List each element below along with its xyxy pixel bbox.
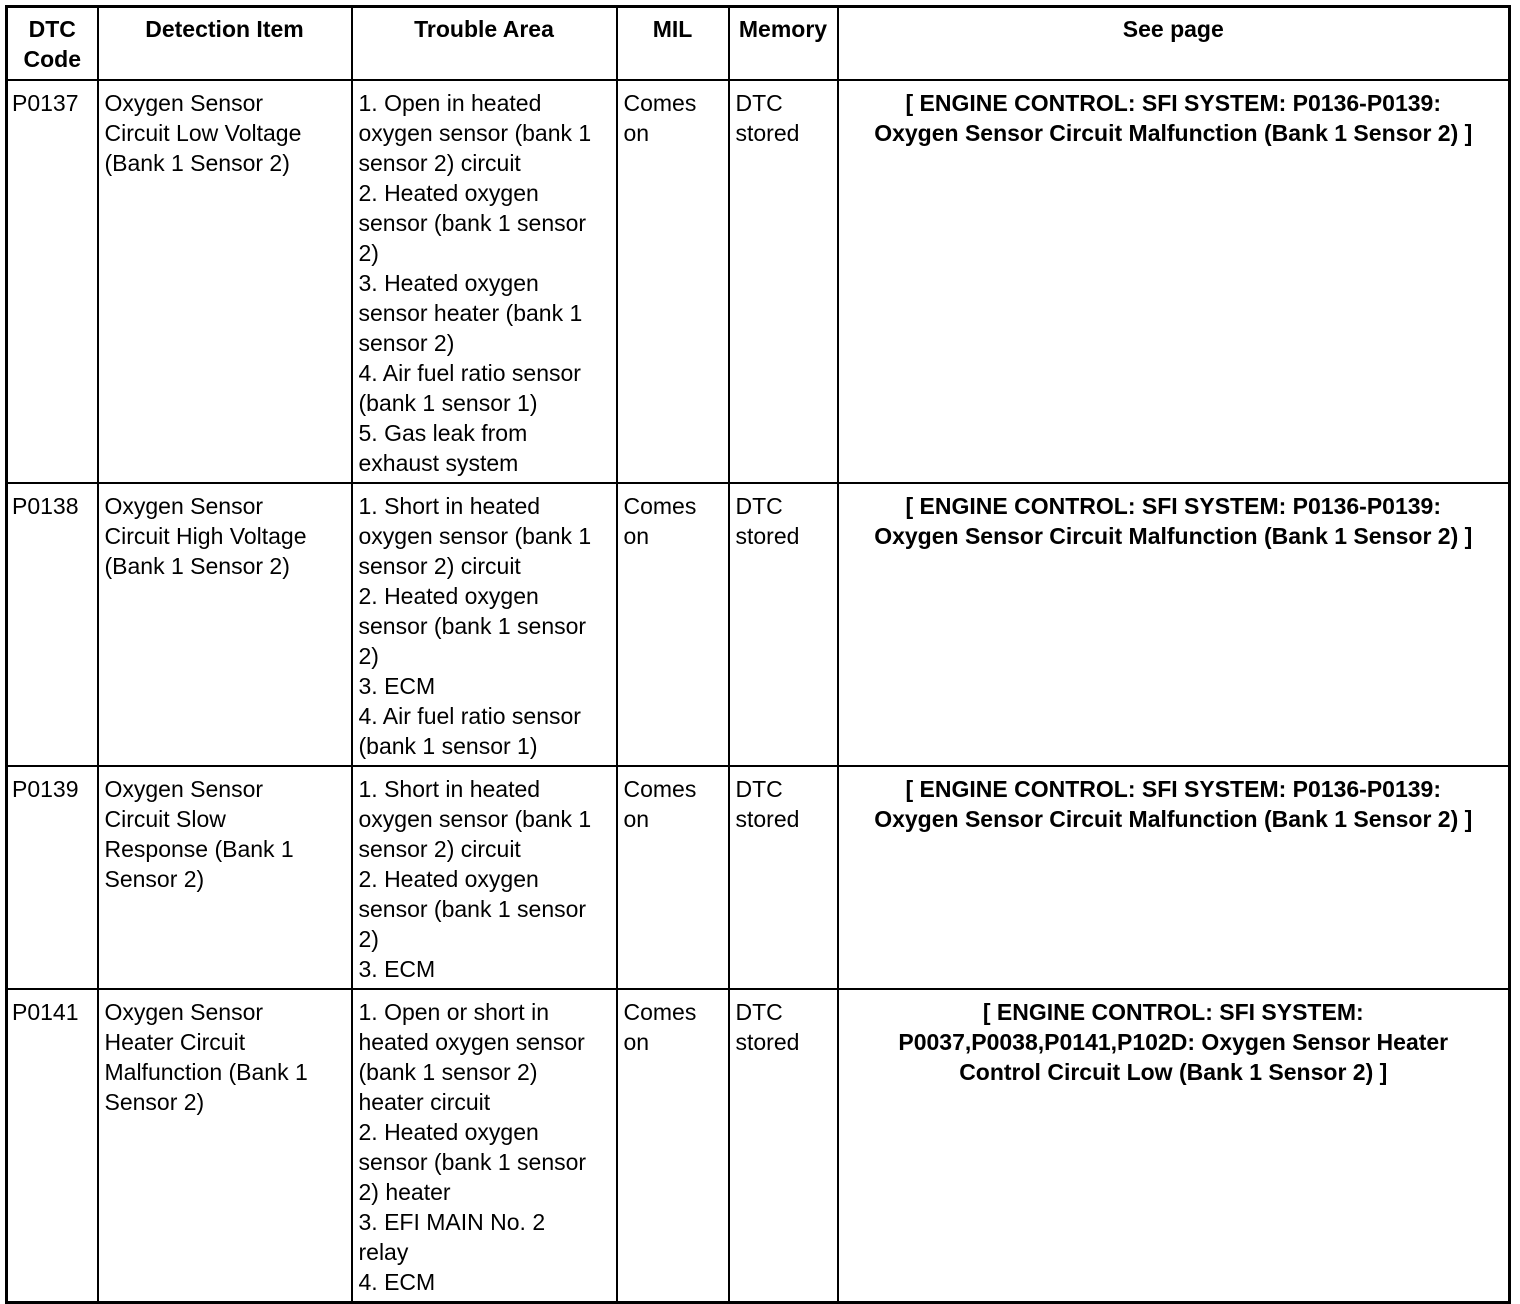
text-line: DTC — [735, 776, 783, 802]
detection-item-cell — [98, 766, 352, 989]
detection-item-cell — [98, 483, 352, 766]
text-line: oxygen sensor (bank 1 — [358, 120, 592, 146]
see-page-link[interactable] — [838, 989, 1510, 1303]
text-line: 2) heater — [358, 1179, 451, 1205]
text-line: 1. Short in heated — [358, 493, 541, 519]
table-row — [7, 766, 1510, 989]
text-line: (bank 1 sensor 1) — [358, 733, 538, 759]
see-page-link[interactable] — [838, 483, 1510, 766]
header-see-page: See page — [838, 7, 1510, 81]
table-row — [7, 483, 1510, 766]
text-line: 2. Heated oxygen — [358, 1119, 539, 1145]
memory-cell — [729, 989, 838, 1303]
memory-cell — [729, 483, 838, 766]
detection-item-cell — [98, 80, 352, 483]
text-line: stored — [735, 806, 800, 832]
mil-cell — [617, 766, 729, 989]
see-page-line[interactable]: Control Circuit Low (Bank 1 Sensor 2) ] — [959, 1059, 1388, 1085]
text-line: oxygen sensor (bank 1 — [358, 523, 592, 549]
dtc-code-cell: P0139 — [7, 766, 98, 989]
text-line: (bank 1 sensor 2) — [358, 1059, 538, 1085]
header-dtc-code-line1: DTC — [28, 16, 76, 42]
text-line: 1. Short in heated — [358, 776, 541, 802]
text-line: 4. Air fuel ratio sensor — [358, 360, 581, 386]
text-line: 3. ECM — [358, 673, 436, 699]
see-page-line[interactable]: Oxygen Sensor Circuit Malfunction (Bank 1 Sensor 2) ] — [874, 120, 1473, 146]
text-line: 1. Open in heated — [358, 90, 542, 116]
text-line: Oxygen Sensor — [104, 999, 264, 1025]
mil-cell — [617, 80, 729, 483]
see-page-line[interactable]: Oxygen Sensor Circuit Malfunction (Bank 1 Sensor 2) ] — [874, 523, 1473, 549]
text-line: 2. Heated oxygen — [358, 180, 539, 206]
text-line: 1. Open or short in — [358, 999, 549, 1025]
header-dtc-code — [7, 7, 98, 81]
text-line: 3. EFI MAIN No. 2 — [358, 1209, 546, 1235]
text-line: (bank 1 sensor 1) — [358, 390, 538, 416]
trouble-area-cell — [352, 483, 617, 766]
text-line: stored — [735, 523, 800, 549]
dtc-code-cell: P0137 — [7, 80, 98, 483]
text-line: sensor 2) — [358, 330, 455, 356]
memory-cell — [729, 766, 838, 989]
trouble-area-cell — [352, 80, 617, 483]
text-line: Comes — [623, 999, 697, 1025]
dtc-table — [5, 5, 1511, 1304]
text-line: Circuit Low Voltage — [104, 120, 302, 146]
text-line: DTC — [735, 90, 783, 116]
see-page-line[interactable]: [ ENGINE CONTROL: SFI SYSTEM: — [982, 999, 1364, 1025]
text-line: Comes — [623, 493, 697, 519]
text-line: 4. ECM — [358, 1269, 436, 1295]
text-line: Heater Circuit — [104, 1029, 246, 1055]
text-line: 3. ECM — [358, 956, 436, 982]
text-line: Circuit High Voltage — [104, 523, 307, 549]
see-page-link[interactable] — [838, 766, 1510, 989]
see-page-line[interactable]: [ ENGINE CONTROL: SFI SYSTEM: P0136-P0139: — [905, 776, 1441, 802]
detection-item-cell — [98, 989, 352, 1303]
text-line: Comes — [623, 90, 697, 116]
text-line: on — [623, 1029, 650, 1055]
table-row — [7, 989, 1510, 1303]
trouble-area-cell — [352, 989, 617, 1303]
text-line: (Bank 1 Sensor 2) — [104, 553, 290, 579]
see-page-link[interactable] — [838, 80, 1510, 483]
header-detection-item: Detection Item — [98, 7, 352, 81]
header-trouble-area: Trouble Area — [352, 7, 617, 81]
see-page-line[interactable]: P0037,P0038,P0141,P102D: Oxygen Sensor Heater — [898, 1029, 1449, 1055]
memory-cell — [729, 80, 838, 483]
text-line: sensor (bank 1 sensor — [358, 896, 587, 922]
table-row — [7, 80, 1510, 483]
text-line: 2) — [358, 240, 379, 266]
text-line: relay — [358, 1239, 409, 1265]
trouble-area-cell — [352, 766, 617, 989]
header-memory: Memory — [729, 7, 838, 81]
text-line: sensor (bank 1 sensor — [358, 613, 587, 639]
text-line: 3. Heated oxygen — [358, 270, 539, 296]
text-line: Oxygen Sensor — [104, 90, 264, 116]
see-page-line[interactable]: [ ENGINE CONTROL: SFI SYSTEM: P0136-P0139: — [905, 493, 1441, 519]
text-line: 2) — [358, 926, 379, 952]
text-line: sensor 2) circuit — [358, 553, 521, 579]
see-page-line[interactable]: Oxygen Sensor Circuit Malfunction (Bank 1 Sensor 2) ] — [874, 806, 1473, 832]
text-line: (Bank 1 Sensor 2) — [104, 150, 290, 176]
header-row — [7, 7, 1510, 81]
text-line: Response (Bank 1 — [104, 836, 294, 862]
header-mil: MIL — [617, 7, 729, 81]
text-line: Sensor 2) — [104, 866, 205, 892]
text-line: 4. Air fuel ratio sensor — [358, 703, 581, 729]
text-line: on — [623, 120, 650, 146]
text-line: DTC — [735, 999, 783, 1025]
text-line: Comes — [623, 776, 697, 802]
text-line: Circuit Slow — [104, 806, 226, 832]
text-line: 2) — [358, 643, 379, 669]
see-page-line[interactable]: [ ENGINE CONTROL: SFI SYSTEM: P0136-P0139: — [905, 90, 1441, 116]
text-line: stored — [735, 1029, 800, 1055]
text-line: oxygen sensor (bank 1 — [358, 806, 592, 832]
text-line: exhaust system — [358, 450, 519, 476]
text-line: sensor heater (bank 1 — [358, 300, 583, 326]
mil-cell — [617, 989, 729, 1303]
header-dtc-code-line2: Code — [23, 46, 81, 72]
mil-cell — [617, 483, 729, 766]
text-line: on — [623, 523, 650, 549]
text-line: Oxygen Sensor — [104, 493, 264, 519]
text-line: sensor 2) circuit — [358, 836, 521, 862]
text-line: 5. Gas leak from — [358, 420, 528, 446]
text-line: sensor (bank 1 sensor — [358, 1149, 587, 1175]
text-line: Sensor 2) — [104, 1089, 205, 1115]
text-line: stored — [735, 120, 800, 146]
text-line: Malfunction (Bank 1 — [104, 1059, 308, 1085]
text-line: sensor 2) circuit — [358, 150, 521, 176]
dtc-code-cell: P0138 — [7, 483, 98, 766]
text-line: DTC — [735, 493, 783, 519]
text-line: Oxygen Sensor — [104, 776, 264, 802]
text-line: on — [623, 806, 650, 832]
text-line: 2. Heated oxygen — [358, 866, 539, 892]
text-line: sensor (bank 1 sensor — [358, 210, 587, 236]
text-line: heater circuit — [358, 1089, 491, 1115]
text-line: 2. Heated oxygen — [358, 583, 539, 609]
text-line: heated oxygen sensor — [358, 1029, 585, 1055]
dtc-code-cell: P0141 — [7, 989, 98, 1303]
